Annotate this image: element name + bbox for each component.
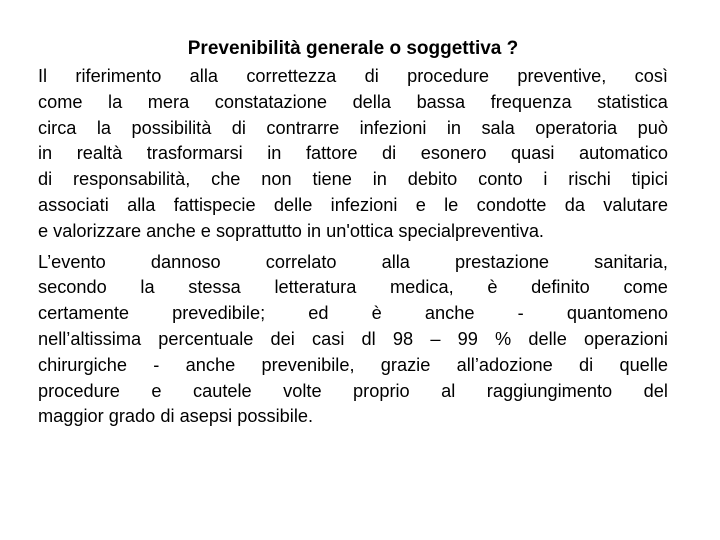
word: stessa [188,277,241,298]
text-line [38,379,668,405]
word: ed [308,303,329,324]
word: esonero [420,143,487,164]
word: percentuale [158,328,254,349]
word: di [364,66,379,86]
word: 99 [457,328,478,349]
word: secondo [38,277,107,298]
word: così [634,66,668,86]
word: realtà [76,143,123,164]
word: valutare [603,194,668,215]
word: di [382,143,397,164]
word: L’evento [38,251,106,272]
word: come [38,91,83,112]
word: mera [147,91,190,112]
text-line [38,167,668,193]
word: bassa [416,91,466,112]
word: correttezza [246,66,337,86]
word: in [446,117,461,138]
word: circa [38,117,77,138]
word: prevenibile, [261,354,355,375]
word: possibilità [131,117,212,138]
word: alla [127,194,156,215]
word: un'ottica [326,220,399,241]
word: alla [189,66,218,86]
word: e [151,380,162,401]
word: nell’altissima [38,328,142,349]
word: dannoso [150,251,221,272]
word: raggiungimento [486,380,613,401]
word: maggior [38,406,109,427]
slide-content [38,36,668,430]
word: di [579,354,594,375]
word: volte [283,380,322,401]
text-line [38,250,668,276]
text-line [38,275,668,301]
word: delle [528,328,567,349]
word: all’adozione [456,354,553,375]
word: valorizzare [53,220,147,241]
text-line [38,90,668,116]
word: della [352,91,391,112]
word: trasformarsi [146,143,243,164]
text-line [38,353,668,379]
word: delle [273,194,313,215]
word: quasi [510,143,555,164]
word: debito [407,169,458,190]
word: procedure [38,380,120,401]
word: correlato [265,251,337,272]
word: la [140,277,155,298]
word: e [38,220,54,241]
word: in [38,143,53,164]
word: sanitaria, [594,251,668,272]
word: infezioni [330,194,398,215]
word: statistica [597,91,668,112]
word: in [267,143,282,164]
word: infezioni [359,117,427,138]
word: grazie [380,354,431,375]
word: prestazione [455,251,550,272]
word: certamente [38,303,129,324]
word: anche [146,220,201,241]
paragraph [38,250,668,431]
word: dl [361,328,376,349]
word: la [108,91,123,112]
word: può [637,117,668,138]
word: e [415,194,426,215]
word: quelle [619,354,668,375]
word: le [444,194,459,215]
word: anche [185,354,236,375]
word: letteratura [274,277,357,298]
word: chirurgiche [38,354,127,375]
word: in [372,169,387,190]
slide-title: Prevenibilità generale o soggettiva ? [187,38,519,59]
word: specialpreventiva. [398,220,544,241]
word: del [643,380,668,401]
word: tipici [631,169,668,190]
word: è [371,303,382,324]
word: – [430,328,441,349]
word: % [495,328,512,349]
word: proprio [353,380,410,401]
word: grado [108,406,161,427]
word: fattore [305,143,358,164]
text-line [38,327,668,353]
word: cautele [193,380,252,401]
word: operazioni [584,328,668,349]
word: Il [38,66,48,86]
word: 98 [392,328,414,349]
word: condotte [476,194,547,215]
word: frequenza [490,91,572,112]
text-line [38,301,668,327]
word: in [306,220,327,241]
word: di [38,169,53,190]
word: preventive, [517,66,607,86]
word: sala [481,117,515,138]
slide-body [38,64,668,430]
word: automatico [579,143,668,164]
word: come [623,277,668,298]
word: riferimento [75,66,162,86]
word: dei [270,328,295,349]
text-line [38,64,668,90]
word: - [517,303,524,324]
word: constatazione [214,91,327,112]
word: i [543,169,548,190]
text-line [38,219,668,245]
word: tiene [312,169,352,190]
word: - [153,354,160,375]
word: fattispecie [173,194,256,215]
word: al [441,380,456,401]
word: associati [38,194,109,215]
text-line [38,141,668,167]
word: casi [312,328,345,349]
word: non [261,169,292,190]
word: quantomeno [566,303,668,324]
word: asepsi [179,406,238,427]
text-line [38,116,668,142]
word: e [200,220,216,241]
word: da [564,194,585,215]
word: di [231,117,246,138]
word: procedure [407,66,489,86]
word: definito [531,277,590,298]
text-line [38,404,668,430]
word: rischi [568,169,611,190]
word: soprattutto [215,220,307,241]
word: medica, [390,277,454,298]
word: responsabilità, [72,169,191,190]
word: possibile. [237,406,314,427]
word: anche [424,303,475,324]
word: la [96,117,112,138]
paragraph [38,64,668,245]
word: operatoria [535,117,618,138]
word: conto [478,169,523,190]
word: alla [381,251,410,272]
text-line [38,193,668,219]
word: di [160,406,180,427]
word: prevedibile; [172,303,266,324]
word: che [211,169,241,190]
word: è [487,277,498,298]
word: contrarre [266,117,340,138]
